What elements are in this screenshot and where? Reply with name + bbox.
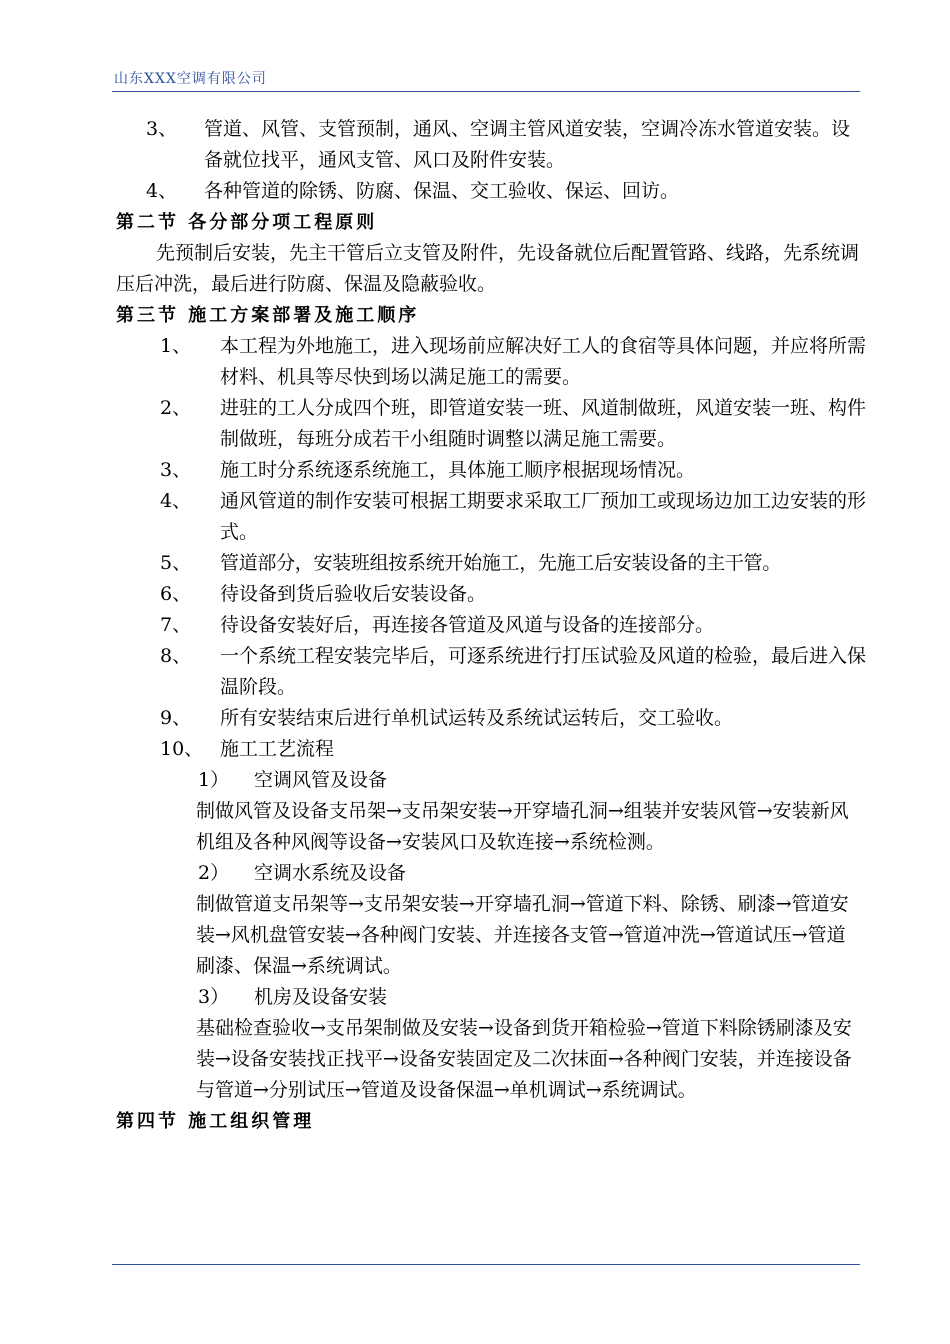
list-item xyxy=(0,176,860,207)
flow-subheading xyxy=(0,765,860,796)
item-text: 待设备到货后验收后安装设备。 xyxy=(220,583,487,605)
flow-title: 空调水系统及设备 xyxy=(254,862,407,884)
footer-rule xyxy=(112,1264,860,1265)
item-text: 管道、风管、支管预制，通风、空调主管风道安装，空调冷冻水管道安装。设备就位找平，通风支管、风口及附件安装。 xyxy=(204,118,851,171)
item-text: 本工程为外地施工，进入现场前应解决好工人的食宿等具体问题，并应将所需材料、机具等尽快到场以满足施工的需要。 xyxy=(220,335,867,388)
page-header-company: 山东XXX空调有限公司 xyxy=(114,71,267,87)
item-number: 7、 xyxy=(160,614,192,636)
flow-subheading xyxy=(0,858,860,889)
list-item xyxy=(0,548,870,579)
item-number: 9、 xyxy=(160,707,192,729)
item-number: 4、 xyxy=(160,490,192,512)
flow-description: 制做风管及设备支吊架→支吊架安装→开穿墙孔洞→组装并安装风管→安装新风机组及各种风阀等设备→安装风口及软连接→系统检测。 xyxy=(196,800,849,853)
list-item xyxy=(0,579,870,610)
flow-number: 2） xyxy=(198,862,230,884)
list-item xyxy=(0,486,870,548)
item-number: 4、 xyxy=(146,180,178,202)
list-item xyxy=(0,641,870,703)
flow-description: 制做管道支吊架等→支吊架安装→开穿墙孔洞→管道下料、除锈、刷漆→管道安装→风机盘管安装→各种阀门安装、并连接各支管→管道冲洗→管道试压→管道刷漆、保温→系统调试。 xyxy=(196,893,849,977)
header-rule xyxy=(112,91,860,92)
item-text: 所有安装结束后进行单机试运转及系统试运转后，交工验收。 xyxy=(220,707,734,729)
list-item xyxy=(0,703,870,734)
flow-title: 机房及设备安装 xyxy=(254,986,388,1008)
flow-number: 3） xyxy=(198,986,230,1008)
flow-number: 1） xyxy=(198,769,230,791)
item-number: 2、 xyxy=(160,397,192,419)
section-heading-4: 第四节 施工组织管理 xyxy=(116,1111,315,1132)
item-text: 待设备安装好后，再连接各管道及风道与设备的连接部分。 xyxy=(220,614,715,636)
item-text: 通风管道的制作安装可根据工期要求采取工厂预加工或现场边加工边安装的形式。 xyxy=(220,490,867,543)
item-number: 1、 xyxy=(160,335,192,357)
item-text: 进驻的工人分成四个班，即管道安装一班、风道制做班，风道安装一班、构件制做班，每班分成若干小组随时调整以满足施工需要。 xyxy=(220,397,867,450)
flow-description: 基础检查验收→支吊架制做及安装→设备到货开箱检验→管道下料除锈刷漆及安装→设备安装找正找平→设备安装固定及二次抹面→各种阀门安装，并连接设备与管道→分别试压→管道及设备保温→单机调试→系统调试。 xyxy=(196,1017,852,1101)
item-text: 管道部分，安装班组按系统开始施工，先施工后安装设备的主干管。 xyxy=(220,552,782,574)
item-number: 10、 xyxy=(160,738,204,760)
list-item xyxy=(0,393,870,455)
item-text: 一个系统工程安装完毕后，可逐系统进行打压试验及风道的检验，最后进入保温阶段。 xyxy=(220,645,867,698)
item-number: 3、 xyxy=(146,118,178,140)
item-text: 施工时分系统逐系统施工，具体施工顺序根据现场情况。 xyxy=(220,459,696,481)
item-number: 3、 xyxy=(160,459,192,481)
item-number: 5、 xyxy=(160,552,192,574)
section-heading-3: 第三节 施工方案部署及施工顺序 xyxy=(116,305,420,326)
document-body xyxy=(0,114,950,1137)
list-item xyxy=(0,455,870,486)
list-item xyxy=(0,331,870,393)
item-text: 各种管道的除锈、防腐、保温、交工验收、保运、回访。 xyxy=(204,180,680,202)
item-number: 6、 xyxy=(160,583,192,605)
flow-title: 空调风管及设备 xyxy=(254,769,388,791)
flow-subheading xyxy=(0,982,860,1013)
section-2-paragraph: 先预制后安装，先主干管后立支管及附件，先设备就位后配置管路、线路，先系统调压后冲洗，最后进行防腐、保温及隐蔽验收。 xyxy=(116,242,860,295)
list-item xyxy=(0,734,870,765)
section-heading-2: 第二节 各分部分项工程原则 xyxy=(116,212,378,233)
item-number: 8、 xyxy=(160,645,192,667)
list-item xyxy=(0,610,870,641)
list-item xyxy=(0,114,860,176)
item-text: 施工工艺流程 xyxy=(220,738,335,760)
